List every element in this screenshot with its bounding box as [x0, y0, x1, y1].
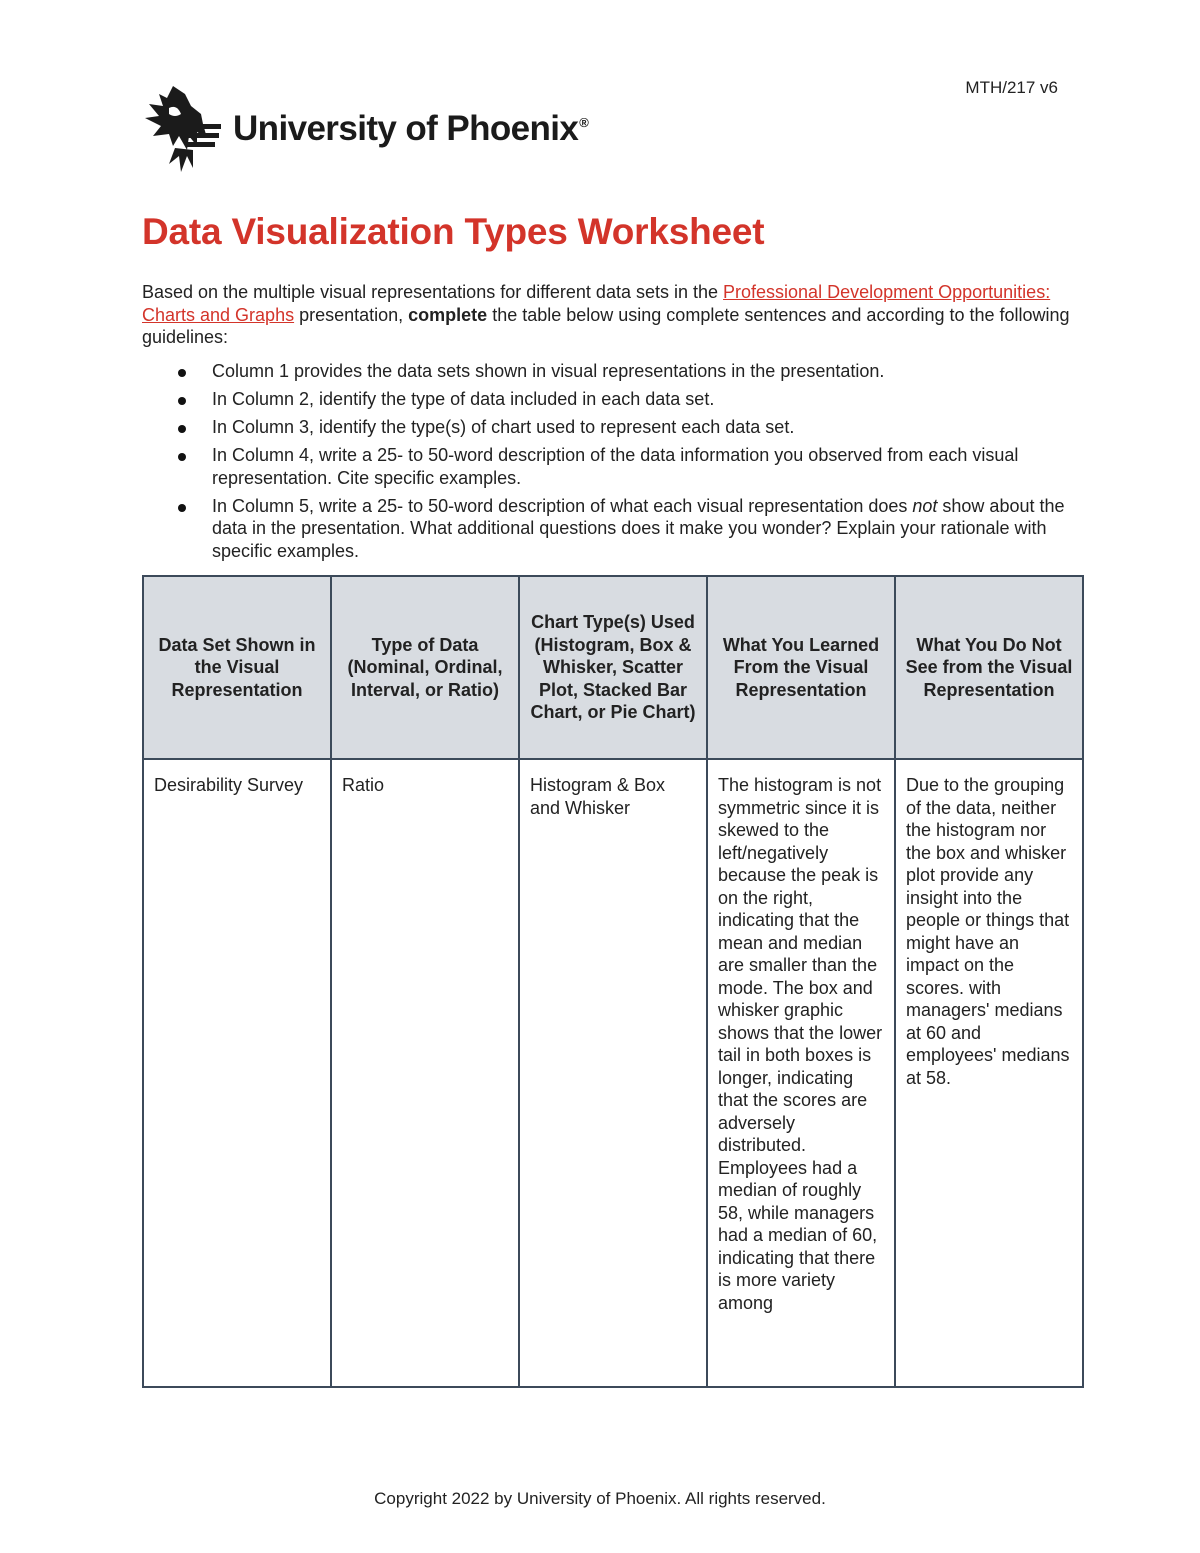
- bullet-icon: [178, 425, 186, 433]
- guideline-text: In Column 4, write a 25- to 50-word description of the data information you observed from each visual representation. Cite specific examples.: [212, 445, 1019, 488]
- logo-wordmark: [233, 109, 588, 149]
- list-item: [142, 416, 1072, 439]
- intro-text: the table below using complete sentences and according to the following guidelines:: [142, 304, 1070, 347]
- list-item: [142, 444, 1072, 489]
- presentation-link[interactable]: Professional Development Opportunities: Charts and Graphs: [142, 282, 1051, 325]
- intro-paragraph: [142, 281, 1072, 349]
- bullet-icon: [178, 397, 186, 405]
- list-item: [142, 388, 1072, 411]
- guideline-text-part: In Column 5, write a 25- to 50-word description of what each visual representation does: [212, 495, 913, 516]
- guideline-text: Column 1 provides the data sets shown in visual representations in the presentation.: [212, 361, 885, 381]
- guideline-text: In Column 3, identify the type(s) of chart used to represent each data set.: [212, 417, 795, 437]
- table-cell[interactable]: Due to the grouping of the data, neither the histogram nor the box and whisker plot provide any insight into the people or things that might have an impact on the scores. with managers' medians at 60 and employees' medians at 58.: [895, 759, 1083, 1387]
- university-logo: [143, 84, 588, 174]
- worksheet-table: [142, 575, 1084, 1388]
- logo-text: University of Phoenix: [233, 109, 579, 148]
- bullet-icon: [178, 453, 186, 461]
- intro-text: Based on the multiple visual representations for different data sets in the: [142, 282, 724, 302]
- copyright-footer: Copyright 2022 by University of Phoenix. All rights reserved.: [374, 1489, 826, 1508]
- guidelines-list: [142, 360, 1072, 568]
- phoenix-bird-icon: [143, 84, 223, 174]
- column-header: Data Set Shown in the Visual Representation: [143, 576, 331, 759]
- guideline-text: [212, 496, 1065, 561]
- table-header-row: [143, 576, 1083, 759]
- list-item: [142, 495, 1072, 563]
- column-header: What You Do Not See from the Visual Representation: [895, 576, 1083, 759]
- registered-mark: ®: [579, 115, 589, 130]
- guideline-text: In Column 2, identify the type of data included in each data set.: [212, 389, 715, 409]
- course-code: MTH/217 v6: [965, 78, 1058, 97]
- bullet-icon: [178, 504, 186, 512]
- column-header: What You Learned From the Visual Representation: [707, 576, 895, 759]
- intro-bold: complete: [408, 304, 488, 325]
- list-item: [142, 360, 1072, 383]
- bullet-icon: [178, 369, 186, 377]
- table-cell[interactable]: Desirability Survey: [143, 759, 331, 1387]
- guideline-italic: not: [912, 495, 938, 516]
- table-cell[interactable]: The histogram is not symmetric since it is skewed to the left/negatively because the peak is on the right, indicating that the mean and median are smaller than the mode. The box and whisker graphic shows that the lower tail in both boxes is longer, indicating that the scores are adversely distributed. Employees had a median of roughly 58, while managers had a median of 60, indicating that there is more variety among: [707, 759, 895, 1387]
- column-header: Type of Data (Nominal, Ordinal, Interval, or Ratio): [331, 576, 519, 759]
- page-title: Data Visualization Types Worksheet: [142, 211, 765, 252]
- column-header: Chart Type(s) Used (Histogram, Box & Whisker, Scatter Plot, Stacked Bar Chart, or Pie Chart): [519, 576, 707, 759]
- table-cell[interactable]: Ratio: [331, 759, 519, 1387]
- intro-text: presentation,: [294, 304, 409, 325]
- table-row: [143, 759, 1083, 1387]
- table-cell[interactable]: Histogram & Box and Whisker: [519, 759, 707, 1387]
- guideline-text-part: show about the data in the presentation. What additional questions does it make you wonder? Explain your rationale with specific examples.: [212, 495, 1065, 561]
